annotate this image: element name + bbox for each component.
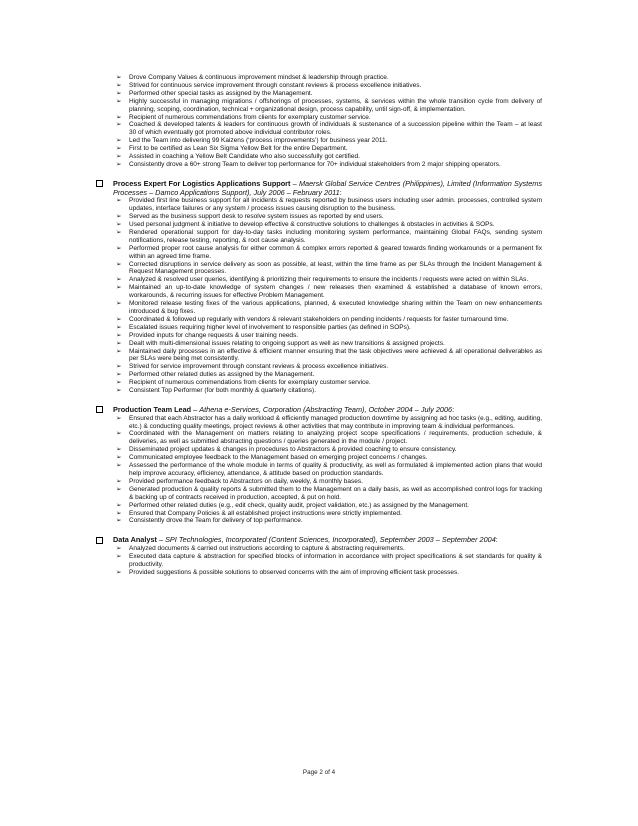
bullet-text: Executed data capture & abstraction for specified blocks of information in accordance with project specifications & set standards for quality & productivity. bbox=[129, 552, 542, 568]
bullet-item bbox=[96, 454, 542, 462]
bullet-item bbox=[96, 316, 542, 324]
bullet-text: Analyzed documents & carried out instructions according to capture & abstracting requirements. bbox=[129, 545, 405, 553]
bullet-item bbox=[96, 121, 542, 137]
arrow-bullet-icon: ➢ bbox=[116, 113, 122, 121]
arrow-bullet-icon: ➢ bbox=[116, 260, 122, 268]
bullet-text: Provided inputs for change requests & user training needs. bbox=[129, 331, 299, 339]
bullet-text: Performed other related duties as assigned by the Management. bbox=[129, 371, 315, 379]
bullet-item bbox=[96, 430, 542, 446]
arrow-bullet-icon: ➢ bbox=[116, 244, 122, 252]
job-bullet-list bbox=[96, 197, 542, 395]
arrow-bullet-icon: ➢ bbox=[116, 137, 122, 145]
bullet-text: Corrected disruptions in service delivery as soon as possible, at least, within the time frame as per SLAs through the Incident Management & Request Management processes. bbox=[129, 260, 542, 276]
job-heading bbox=[96, 180, 542, 197]
top-bullet-list bbox=[96, 74, 542, 169]
bullet-text: Performed proper root cause analysis for either common & complex errors reported & geared towards finding workarounds or a permanent fix within an agreed time frame. bbox=[129, 244, 542, 260]
arrow-bullet-icon: ➢ bbox=[116, 300, 122, 308]
bullet-text: Coordinated & followed up regularly with vendors & relevant stakeholders on pending incidents / requests for faster turnaround time. bbox=[129, 315, 509, 323]
arrow-bullet-icon: ➢ bbox=[116, 228, 122, 236]
job-organization: Athena e-Services, Corporation (Abstracting Team), October 2004 – July 2006 bbox=[199, 404, 453, 414]
job-organization: Maersk Global Service Centres (Philippines), Limited (Information Systems Processes – Damco Applications Support), July 2006 – February 2011 bbox=[113, 178, 542, 197]
bullet-item bbox=[96, 197, 542, 213]
arrow-bullet-icon: ➢ bbox=[116, 197, 122, 205]
bullet-text: Dealt with multi-dimensional issues relating to ongoing support as well as new transitions & assigned projects. bbox=[129, 339, 445, 347]
bullet-item bbox=[96, 300, 542, 316]
arrow-bullet-icon: ➢ bbox=[116, 323, 122, 331]
arrow-bullet-icon: ➢ bbox=[116, 430, 122, 438]
bullet-text: Generated production & quality reports & submitted them to the Management on a daily basis, as well as accomplished control logs for tracking & backing up of contracts received in production, accepted, & put on hold. bbox=[129, 485, 542, 501]
arrow-bullet-icon: ➢ bbox=[116, 387, 122, 395]
arrow-bullet-icon: ➢ bbox=[116, 153, 122, 161]
bullet-text: Consistent Top Performer (for both monthly & quarterly citations). bbox=[129, 387, 317, 395]
bullet-item bbox=[96, 82, 542, 90]
bullet-text: Analyzed & resolved user queries, identifying & prioritizing their requirements to ensure the incidents / requests were acted on within SLAs. bbox=[129, 276, 529, 284]
bullet-text: Ensured that each Abstractor has a daily workload & efficiently managed production downtime by assigning ad hoc tasks (e.g., editing, auditing, etc.) & conducting quality meetings, project reviews & other activities that may contribute in improving team & individual performances. bbox=[129, 414, 542, 430]
bullet-item bbox=[96, 137, 542, 145]
bullet-item bbox=[96, 553, 542, 569]
arrow-bullet-icon: ➢ bbox=[116, 414, 122, 422]
arrow-bullet-icon: ➢ bbox=[116, 545, 122, 553]
bullet-text: Led the Team into delivering 99 Kaizens (‘process improvements’) for business year 2011. bbox=[129, 137, 388, 145]
bullet-item bbox=[96, 517, 542, 525]
bullet-text: Highly successful in managing migrations / offshorings of processes, systems, & services within the whole transition cycle from delivery of planning, scoping, coordination, technical + organizational design, process capability, until sign-off, & implementation. bbox=[129, 97, 542, 113]
arrow-bullet-icon: ➢ bbox=[116, 446, 122, 454]
page-number: Page 2 of 4 bbox=[302, 769, 336, 776]
bullet-item bbox=[96, 363, 542, 371]
bullet-item bbox=[96, 510, 542, 518]
arrow-bullet-icon: ➢ bbox=[116, 213, 122, 221]
bullet-text: Provided performance feedback to Abstractors on daily, weekly, & monthly bases. bbox=[129, 477, 363, 485]
bullet-item bbox=[96, 284, 542, 300]
bullet-item bbox=[96, 348, 542, 364]
job-section bbox=[96, 536, 542, 576]
bullet-item bbox=[96, 486, 542, 502]
job-title: Data Analyst bbox=[113, 535, 157, 545]
bullet-item bbox=[96, 213, 542, 221]
job-colon: : bbox=[452, 404, 455, 414]
bullet-text: Assisted in coaching a Yellow Belt Candidate who also successfully got certified. bbox=[129, 153, 360, 161]
bullet-text: Coached & developed talents & leaders for continuous growth of individuals & sustenance of a succession pipeline within the Team – at least 30 of which eventually got promoted above individual contributor roles. bbox=[129, 121, 542, 137]
bullet-text: Performed other special tasks as assigned by the Management. bbox=[129, 89, 313, 97]
bullet-item bbox=[96, 229, 542, 245]
job-heading bbox=[96, 536, 542, 545]
arrow-bullet-icon: ➢ bbox=[116, 568, 122, 576]
arrow-bullet-icon: ➢ bbox=[116, 501, 122, 509]
arrow-bullet-icon: ➢ bbox=[116, 160, 122, 168]
arrow-bullet-icon: ➢ bbox=[116, 74, 122, 81]
bullet-text: Provided first line business support for all incidents & requests reported by business users including user admin. processes, controlled system updates, interface failures or any system / process issues causing disruption to the business. bbox=[129, 197, 542, 213]
bullet-text: Coordinated with the Management on matters relating to analyzing project scope specifications / requirements, production schedule, & deliveries, as well as submitted abstracting questions / queries generated in the module / project. bbox=[129, 430, 542, 446]
bullet-item bbox=[96, 332, 542, 340]
arrow-bullet-icon: ➢ bbox=[116, 379, 122, 387]
bullet-item bbox=[96, 545, 542, 553]
checkbox-square-icon bbox=[96, 537, 103, 544]
bullet-text: Maintained an up-to-date knowledge of system changes / new releases then examined & established a database of known errors, workarounds, & recurring issues for effective Problem Management. bbox=[129, 284, 542, 300]
arrow-bullet-icon: ➢ bbox=[116, 477, 122, 485]
job-heading bbox=[96, 406, 542, 415]
bullet-item bbox=[96, 221, 542, 229]
arrow-bullet-icon: ➢ bbox=[116, 552, 122, 560]
arrow-bullet-icon: ➢ bbox=[116, 517, 122, 525]
bullet-item bbox=[96, 90, 542, 98]
job-colon: : bbox=[339, 187, 342, 197]
bullet-text: Drove Company Values & continuous improvement mindset & leadership through practice. bbox=[129, 74, 389, 81]
bullet-item bbox=[96, 153, 542, 161]
bullet-text: Maintained daily processes in an effective & efficient manner ensuring that the task objectives were achieved & all operational deliverables as per SLAs were being met consistently. bbox=[129, 347, 542, 363]
arrow-bullet-icon: ➢ bbox=[116, 221, 122, 228]
bullet-item bbox=[96, 446, 542, 454]
job-separator: – bbox=[290, 178, 299, 188]
bullet-item bbox=[96, 276, 542, 284]
bullet-text: Ensured that Company Policies & all established project instructions were strictly implemented. bbox=[129, 509, 402, 517]
bullet-text: Communicated employee feedback to the Management based on emerging project concerns / changes. bbox=[129, 454, 428, 462]
bullet-item bbox=[96, 415, 542, 431]
bullet-text: First to be certified as Lean Six Sigma Yellow Belt for the entire Department. bbox=[129, 145, 348, 153]
arrow-bullet-icon: ➢ bbox=[116, 509, 122, 517]
page-content bbox=[96, 74, 542, 577]
checkbox-square-icon bbox=[96, 180, 103, 187]
arrow-bullet-icon: ➢ bbox=[116, 331, 122, 339]
job-section bbox=[96, 406, 542, 525]
bullet-item bbox=[96, 371, 542, 379]
bullet-item bbox=[96, 245, 542, 261]
bullet-item bbox=[96, 161, 542, 169]
arrow-bullet-icon: ➢ bbox=[116, 371, 122, 379]
bullet-text: Consistently drove the Team for delivery of top performance. bbox=[129, 517, 303, 525]
job-section bbox=[96, 180, 542, 395]
bullet-item bbox=[96, 478, 542, 486]
bullet-text: Strived for continuous service improvement through constant reviews & process excellence initiatives. bbox=[129, 81, 422, 89]
job-colon: : bbox=[495, 535, 498, 545]
job-bullet-list bbox=[96, 545, 542, 577]
bullet-item bbox=[96, 387, 542, 395]
bullet-item bbox=[96, 74, 542, 82]
arrow-bullet-icon: ➢ bbox=[116, 276, 122, 284]
job-organization: SPI Technologies, Incorporated (Content Sciences, Incorporated), September 2003 – September 2004 bbox=[165, 535, 496, 545]
bullet-text: Recipient of numerous commendations from clients for exemplary customer service. bbox=[129, 379, 371, 387]
arrow-bullet-icon: ➢ bbox=[116, 462, 122, 470]
arrow-bullet-icon: ➢ bbox=[116, 121, 122, 129]
arrow-bullet-icon: ➢ bbox=[116, 315, 122, 323]
arrow-bullet-icon: ➢ bbox=[116, 454, 122, 462]
bullet-text: Consistently drove a 60+ strong Team to deliver top performance for 70+ individual stakeholders from 2 major shipping operators. bbox=[129, 160, 501, 168]
bullet-item bbox=[96, 340, 542, 348]
bullet-text: Recipient of numerous commendations from clients for exemplary customer service. bbox=[129, 113, 371, 121]
bullet-item bbox=[96, 98, 542, 114]
bullet-text: Rendered operational support for day-to-day tasks including monitoring system performance, maintaining Global FAQs, sending system notifications, release testing, reporting, & root cause analysis. bbox=[129, 228, 542, 244]
bullet-item bbox=[96, 502, 542, 510]
bullet-text: Escalated issues requiring higher level of involvement to responsible parties (as defined in SOPs). bbox=[129, 323, 411, 331]
bullet-text: Provided suggestions & possible solutions to observed concerns with the aim of improving efficient task processes. bbox=[129, 568, 460, 576]
bullet-item bbox=[96, 145, 542, 153]
arrow-bullet-icon: ➢ bbox=[116, 81, 122, 89]
bullet-item bbox=[96, 569, 542, 577]
bullet-item bbox=[96, 261, 542, 277]
arrow-bullet-icon: ➢ bbox=[116, 347, 122, 355]
arrow-bullet-icon: ➢ bbox=[116, 145, 122, 153]
arrow-bullet-icon: ➢ bbox=[116, 363, 122, 371]
bullet-item bbox=[96, 379, 542, 387]
bullet-text: Served as the business support desk to resolve system issues as reported by end users. bbox=[129, 213, 384, 221]
job-separator: – bbox=[156, 535, 166, 545]
job-sections bbox=[96, 180, 542, 577]
arrow-bullet-icon: ➢ bbox=[116, 284, 122, 292]
bullet-item bbox=[96, 462, 542, 478]
bullet-item bbox=[96, 114, 542, 122]
bullet-text: Strived for service improvement through constant reviews & process excellence initiatives. bbox=[129, 363, 389, 371]
arrow-bullet-icon: ➢ bbox=[116, 97, 122, 105]
checkbox-square-icon bbox=[96, 406, 103, 413]
bullet-text: Assessed the performance of the whole module in terms of quality & productivity, as well as formulated & implemented action plans that would help improve accuracy, efficiency, attendance, & attitude based on production standards. bbox=[129, 462, 542, 477]
bullet-text: Disseminated project updates & changes in procedures to Abstractors & provided coaching to ensure consistency. bbox=[129, 446, 457, 454]
job-bullet-list bbox=[96, 415, 542, 526]
bullet-text: Used personal judgment & initiative to develop effective & constructive solutions to challenges & obstacles in activities & SOPs. bbox=[129, 221, 495, 228]
bullet-text: Performed other related duties (e.g., edit check, quality audit, project validation, etc.) as assigned by the Management. bbox=[129, 501, 469, 509]
arrow-bullet-icon: ➢ bbox=[116, 485, 122, 493]
arrow-bullet-icon: ➢ bbox=[116, 89, 122, 97]
job-title: Process Expert For Logistics Applications Support bbox=[113, 178, 291, 188]
bullet-item bbox=[96, 324, 542, 332]
job-title: Production Team Lead bbox=[113, 404, 192, 414]
arrow-bullet-icon: ➢ bbox=[116, 339, 122, 347]
bullet-text: Monitored release testing fixes of the various applications, planned, & executed knowledge sharing within the Team on new enhancements introduced & bug fixes. bbox=[129, 300, 542, 315]
job-separator: – bbox=[191, 404, 200, 414]
